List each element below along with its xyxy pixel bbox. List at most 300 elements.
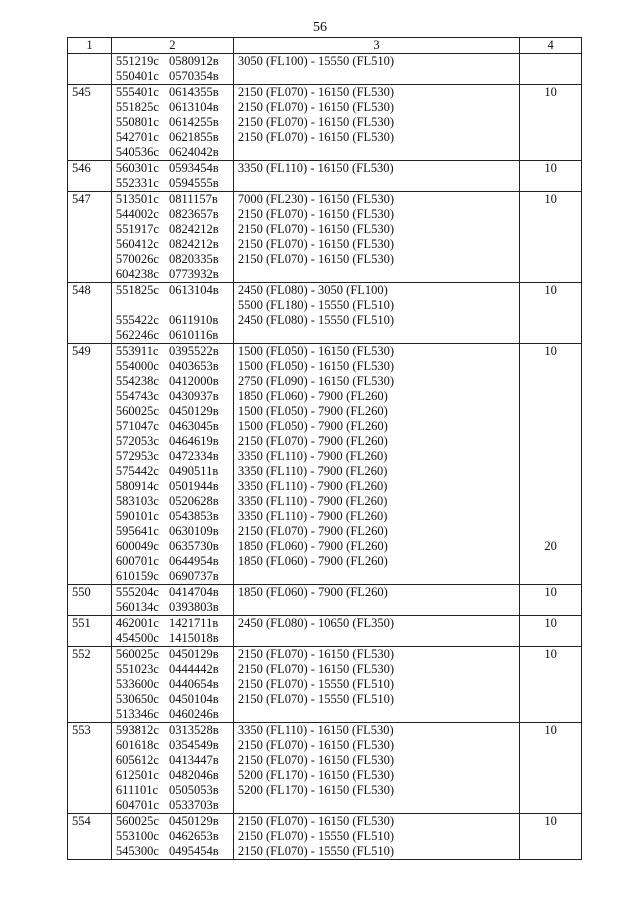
coordinate-line [116, 677, 229, 692]
latitude-code: 551023с [115, 662, 159, 676]
longitude-code: 0594555в [169, 176, 219, 190]
table-row [68, 161, 582, 192]
longitude-code: 0580912в [169, 54, 219, 68]
altitude-range: 2150 (FL070) - 16150 (FL530) [237, 647, 395, 661]
coordinate-line [116, 130, 229, 145]
limit-value [524, 389, 577, 404]
latitude-code: 572953с [115, 449, 159, 463]
longitude-code: 0490511в [169, 464, 219, 478]
longitude-code: 0520628в [169, 494, 219, 508]
longitude-code: 0450129в [169, 404, 219, 418]
longitude-code: 0614255в [169, 115, 219, 129]
latitude-code: 604238с [115, 267, 159, 281]
altitude-range [238, 798, 515, 813]
altitude-range [238, 569, 515, 584]
limit-value [524, 479, 577, 494]
coordinate-line [116, 298, 229, 313]
latitude-code: 553100с [115, 829, 159, 843]
table-row [68, 585, 582, 616]
longitude-code: 0395522в [169, 344, 219, 358]
limit-value [524, 449, 577, 464]
altitude-range: 2150 (FL070) - 16150 (FL530) [237, 237, 395, 251]
altitude-range: 1500 (FL050) - 16150 (FL530) [237, 344, 395, 358]
altitude-range: 2150 (FL070) - 15550 (FL510) [237, 692, 395, 706]
altitude-range: 1850 (FL060) - 7900 (FL260) [237, 389, 388, 403]
altitude-range: 2150 (FL070) - 16150 (FL530) [237, 222, 395, 236]
altitude-range: 3350 (FL110) - 7900 (FL260) [237, 479, 388, 493]
limit-cell [520, 161, 582, 192]
limit-value [524, 145, 577, 160]
altitude-range [238, 707, 515, 722]
limit-value [524, 677, 577, 692]
limit-value [524, 359, 577, 374]
longitude-code: 0501944в [169, 479, 219, 493]
coordinate-line [116, 662, 229, 677]
latitude-code: 560025с [115, 404, 159, 418]
coordinate-line [116, 115, 229, 130]
longitude-code: 0354549в [169, 738, 219, 752]
altitude-range: 2750 (FL090) - 16150 (FL530) [237, 374, 395, 388]
limit-value [524, 130, 577, 145]
table-row [68, 723, 582, 814]
limit-value [524, 554, 577, 569]
altitude-range: 3350 (FL110) - 7900 (FL260) [237, 494, 388, 508]
latitude-code: 612501с [115, 768, 159, 782]
latitude-code: 575442с [115, 464, 159, 478]
altitude-levels-cell [233, 647, 519, 723]
longitude-code: 0824212в [169, 222, 219, 236]
limit-value [524, 54, 577, 69]
altitude-range: 2450 (FL080) - 10650 (FL350) [237, 616, 395, 630]
coordinate-line [116, 192, 229, 207]
longitude-code: 0593454в [169, 161, 219, 175]
altitude-range: 2150 (FL070) - 15550 (FL510) [237, 677, 395, 691]
row-number: 545 [68, 85, 112, 161]
altitude-levels-cell [233, 616, 519, 647]
latitude-code: 583103с [115, 494, 159, 508]
coordinate-line [116, 600, 229, 615]
limit-value [524, 768, 577, 783]
row-number: 547 [68, 192, 112, 283]
coordinates-cell [111, 814, 233, 860]
coordinate-line [116, 798, 229, 813]
altitude-range: 3350 (FL110) - 7900 (FL260) [237, 449, 388, 463]
longitude-code: 0773932в [169, 267, 219, 281]
coordinate-line [116, 738, 229, 753]
page-number: 56 [313, 20, 327, 35]
table-row [68, 85, 582, 161]
coordinate-line [116, 85, 229, 100]
longitude-code: 0393803в [169, 600, 219, 614]
limit-value [524, 631, 577, 646]
limit-cell [520, 585, 582, 616]
latitude-code: 545300с [115, 844, 159, 858]
latitude-code: 553911с [115, 344, 159, 358]
limit-value [524, 267, 577, 282]
longitude-code: 0430937в [169, 389, 219, 403]
table-row [68, 814, 582, 860]
latitude-code: 560134с [115, 600, 159, 614]
latitude-code: 454500с [115, 631, 159, 645]
limit-value: 10 [544, 161, 557, 175]
limit-value: 10 [544, 814, 557, 828]
altitude-range: 3350 (FL110) - 16150 (FL530) [237, 161, 394, 175]
longitude-code: 0450129в [169, 814, 219, 828]
limit-value [524, 829, 577, 844]
longitude-code: 0614355в [169, 85, 219, 99]
coordinate-line [116, 434, 229, 449]
table-row [68, 54, 582, 85]
altitude-range: 2150 (FL070) - 16150 (FL530) [237, 662, 395, 676]
altitude-range: 1500 (FL050) - 7900 (FL260) [237, 404, 388, 418]
altitude-range: 2150 (FL070) - 16150 (FL530) [237, 252, 395, 266]
latitude-code: 540536с [115, 145, 159, 159]
limit-cell [520, 616, 582, 647]
latitude-code: 611101с [115, 783, 159, 797]
latitude-code: 560412с [115, 237, 159, 251]
airspace-table [67, 37, 582, 860]
coordinates-cell [111, 723, 233, 814]
altitude-range: 2150 (FL070) - 16150 (FL530) [237, 207, 395, 221]
limit-value [524, 464, 577, 479]
coordinate-line [116, 313, 229, 328]
coordinate-line [116, 753, 229, 768]
limit-value [524, 524, 577, 539]
longitude-code: 0463045в [169, 419, 219, 433]
latitude-code: 552331с [115, 176, 159, 190]
longitude-code: 0823657в [169, 207, 219, 221]
limit-value [524, 176, 577, 191]
table-row [68, 192, 582, 283]
latitude-code: 601618с [115, 738, 159, 752]
table-body [68, 54, 582, 860]
limit-value [524, 404, 577, 419]
longitude-code: 0543853в [169, 509, 219, 523]
limit-value [524, 494, 577, 509]
longitude-code: 0820335в [169, 252, 219, 266]
altitude-range: 3050 (FL100) - 15550 (FL510) [237, 54, 395, 68]
coordinate-line [116, 283, 229, 298]
longitude-code: 0440654в [169, 677, 219, 691]
limit-value [524, 798, 577, 813]
coordinate-line [116, 494, 229, 509]
longitude-code: 1421711в [169, 616, 219, 630]
limit-value: 20 [544, 539, 557, 553]
coordinate-line [116, 161, 229, 176]
longitude-code: 0570354в [169, 69, 219, 83]
latitude-code: 554743с [115, 389, 159, 403]
coordinate-line [116, 359, 229, 374]
latitude-code: 562246с [115, 328, 159, 342]
altitude-levels-cell [233, 585, 519, 616]
latitude-code: 600701с [115, 554, 159, 568]
limit-value [524, 237, 577, 252]
limit-value: 10 [544, 192, 557, 206]
limit-cell [520, 85, 582, 161]
limit-value [524, 509, 577, 524]
limit-value [524, 69, 577, 84]
latitude-code: 560025с [115, 647, 159, 661]
row-number: 550 [68, 585, 112, 616]
coordinate-line [116, 222, 229, 237]
longitude-code: 0611910в [169, 313, 219, 327]
latitude-code: 571047с [115, 419, 159, 433]
coordinate-line [116, 344, 229, 359]
altitude-range [238, 600, 515, 615]
row-number [68, 54, 112, 85]
table-row [68, 647, 582, 723]
limit-value: 10 [544, 616, 557, 630]
altitude-range: 3350 (FL110) - 7900 (FL260) [237, 464, 388, 478]
row-number: 552 [68, 647, 112, 723]
row-number: 551 [68, 616, 112, 647]
longitude-code: 0811157в [169, 192, 218, 206]
altitude-range: 7000 (FL230) - 16150 (FL530) [237, 192, 395, 206]
longitude-code: 0464619в [169, 434, 219, 448]
table-row [68, 616, 582, 647]
limit-value [524, 738, 577, 753]
limit-value [524, 252, 577, 267]
latitude-code: 551825с [115, 283, 159, 297]
altitude-levels-cell [233, 283, 519, 344]
limit-value [524, 222, 577, 237]
coordinate-line [116, 176, 229, 191]
latitude-code: 590101с [115, 509, 159, 523]
altitude-range [238, 176, 515, 191]
coordinate-line [116, 267, 229, 282]
limit-value [524, 434, 577, 449]
coordinate-line [116, 524, 229, 539]
latitude-code: 555204с [115, 585, 159, 599]
altitude-range: 2150 (FL070) - 7900 (FL260) [237, 524, 388, 538]
limit-value [524, 600, 577, 615]
longitude-code: 1415018в [169, 631, 219, 645]
limit-cell [520, 814, 582, 860]
altitude-range: 2150 (FL070) - 16150 (FL530) [237, 738, 395, 752]
longitude-code: 0482046в [169, 768, 219, 782]
latitude-code: 551917с [115, 222, 159, 236]
coordinates-cell [111, 585, 233, 616]
coordinate-line [116, 707, 229, 722]
coordinate-line [116, 389, 229, 404]
longitude-code: 0690737в [169, 569, 219, 583]
coordinate-line [116, 479, 229, 494]
coordinates-cell [111, 161, 233, 192]
latitude-code: 593812с [115, 723, 159, 737]
coordinates-cell [111, 283, 233, 344]
coordinate-line [116, 145, 229, 160]
altitude-range: 1850 (FL060) - 7900 (FL260) [237, 585, 388, 599]
longitude-code: 0613104в [169, 283, 219, 297]
limit-cell [520, 723, 582, 814]
limit-cell [520, 283, 582, 344]
longitude-code: 0824212в [169, 237, 219, 251]
limit-value [524, 569, 577, 584]
coordinate-line [116, 723, 229, 738]
coordinate-line [116, 100, 229, 115]
altitude-levels-cell [233, 723, 519, 814]
altitude-range [238, 631, 515, 646]
coordinate-line [116, 692, 229, 707]
altitude-range: 5200 (FL170) - 16150 (FL530) [237, 783, 395, 797]
altitude-range [238, 267, 515, 282]
latitude-code: 572053с [115, 434, 159, 448]
longitude-code: 0450104в [169, 692, 219, 706]
coordinate-line [116, 464, 229, 479]
limit-value [524, 298, 577, 313]
header-row [68, 38, 582, 54]
limit-cell [520, 54, 582, 85]
coordinate-line [116, 449, 229, 464]
altitude-range: 2150 (FL070) - 16150 (FL530) [237, 115, 395, 129]
coordinates-cell [111, 85, 233, 161]
longitude-code: 0635730в [169, 539, 219, 553]
limit-value [524, 313, 577, 328]
altitude-range: 5200 (FL170) - 16150 (FL530) [237, 768, 395, 782]
altitude-range: 2150 (FL070) - 16150 (FL530) [237, 814, 395, 828]
coordinate-line [116, 585, 229, 600]
coordinate-line [116, 844, 229, 859]
altitude-range: 2150 (FL070) - 15550 (FL510) [237, 829, 395, 843]
altitude-range [238, 145, 515, 160]
latitude-code: 533600с [115, 677, 159, 691]
altitude-range: 1500 (FL050) - 7900 (FL260) [237, 419, 388, 433]
header-col-1: 1 [68, 38, 112, 54]
limit-value: 10 [544, 647, 557, 661]
coordinate-line [116, 631, 229, 646]
longitude-code: 0450129в [169, 647, 219, 661]
coordinate-line [116, 54, 229, 69]
longitude-code: 0624042в [169, 145, 219, 159]
longitude-code: 0495454в [169, 844, 219, 858]
longitude-code: 0630109в [169, 524, 219, 538]
row-number: 549 [68, 344, 112, 585]
longitude-code: 0533703в [169, 798, 219, 812]
altitude-levels-cell [233, 54, 519, 85]
latitude-code: 580914с [115, 479, 159, 493]
row-number: 548 [68, 283, 112, 344]
altitude-range: 3350 (FL110) - 7900 (FL260) [237, 509, 388, 523]
coordinate-line [116, 69, 229, 84]
longitude-code: 0472334в [169, 449, 219, 463]
latitude-code: 554238с [115, 374, 159, 388]
latitude-code: 600049с [115, 539, 159, 553]
row-number: 553 [68, 723, 112, 814]
table-row [68, 344, 582, 585]
longitude-code: 0413447в [169, 753, 219, 767]
coordinate-line [116, 829, 229, 844]
altitude-levels-cell [233, 344, 519, 585]
altitude-range: 3350 (FL110) - 16150 (FL530) [237, 723, 394, 737]
coordinate-line [116, 554, 229, 569]
limit-cell [520, 192, 582, 283]
altitude-range: 2450 (FL080) - 3050 (FL100) [237, 283, 388, 297]
limit-cell [520, 647, 582, 723]
coordinates-cell [111, 192, 233, 283]
coordinate-line [116, 783, 229, 798]
coordinate-line [116, 404, 229, 419]
coordinate-line [116, 647, 229, 662]
altitude-range: 5500 (FL180) - 15550 (FL510) [237, 298, 395, 312]
latitude-code: 555422с [115, 313, 159, 327]
latitude-code: 551219с [115, 54, 159, 68]
latitude-code: 544002с [115, 207, 159, 221]
limit-value [524, 207, 577, 222]
longitude-code: 0403653в [169, 359, 219, 373]
header-col-3: 3 [233, 38, 519, 54]
coordinates-cell [111, 616, 233, 647]
coordinate-line [116, 237, 229, 252]
row-number: 554 [68, 814, 112, 860]
latitude-code: 560025с [115, 814, 159, 828]
latitude-code: 551825с [115, 100, 159, 114]
altitude-range: 1500 (FL050) - 16150 (FL530) [237, 359, 395, 373]
coordinates-cell [111, 344, 233, 585]
coordinate-line [116, 207, 229, 222]
altitude-levels-cell [233, 85, 519, 161]
limit-value [524, 692, 577, 707]
latitude-code: 550401с [115, 69, 159, 83]
coordinate-line [116, 252, 229, 267]
header-col-4: 4 [520, 38, 582, 54]
longitude-code: 0412000в [169, 374, 219, 388]
coordinate-line [116, 616, 229, 631]
limit-value [524, 783, 577, 798]
longitude-code: 0621855в [169, 130, 219, 144]
altitude-range: 2150 (FL070) - 7900 (FL260) [237, 434, 388, 448]
table-row [68, 283, 582, 344]
latitude-code: 542701с [115, 130, 159, 144]
limit-value: 10 [544, 723, 557, 737]
altitude-range: 2150 (FL070) - 16150 (FL530) [237, 130, 395, 144]
altitude-range: 2150 (FL070) - 16150 (FL530) [237, 100, 395, 114]
coordinate-line [116, 814, 229, 829]
latitude-code: 595641с [115, 524, 159, 538]
longitude-code: 0644954в [169, 554, 219, 568]
longitude-code: 0610116в [169, 328, 219, 342]
coordinate-line [116, 569, 229, 584]
limit-value [524, 753, 577, 768]
coordinate-line [116, 768, 229, 783]
latitude-code: 550801с [115, 115, 159, 129]
limit-value [524, 844, 577, 859]
limit-value [524, 662, 577, 677]
limit-value [524, 419, 577, 434]
coordinate-line [116, 509, 229, 524]
row-number: 546 [68, 161, 112, 192]
latitude-code: 605612с [115, 753, 159, 767]
altitude-levels-cell [233, 814, 519, 860]
longitude-code: 0613104в [169, 100, 219, 114]
latitude-code: 530650с [115, 692, 159, 706]
limit-value [524, 374, 577, 389]
coordinates-cell [111, 647, 233, 723]
longitude-code: 0462653в [169, 829, 219, 843]
latitude-code: 555401с [115, 85, 159, 99]
altitude-range: 2150 (FL070) - 15550 (FL510) [237, 844, 395, 858]
longitude-code: 0313528в [169, 723, 219, 737]
longitude-code: 0505053в [169, 783, 219, 797]
coordinate-line [116, 539, 229, 554]
limit-value [524, 328, 577, 343]
coordinates-cell [111, 54, 233, 85]
coordinate-line [116, 328, 229, 343]
limit-value [524, 115, 577, 130]
limit-value: 10 [544, 85, 557, 99]
altitude-range: 2450 (FL080) - 15550 (FL510) [237, 313, 395, 327]
limit-value [524, 707, 577, 722]
longitude-code: 0414704в [169, 585, 219, 599]
